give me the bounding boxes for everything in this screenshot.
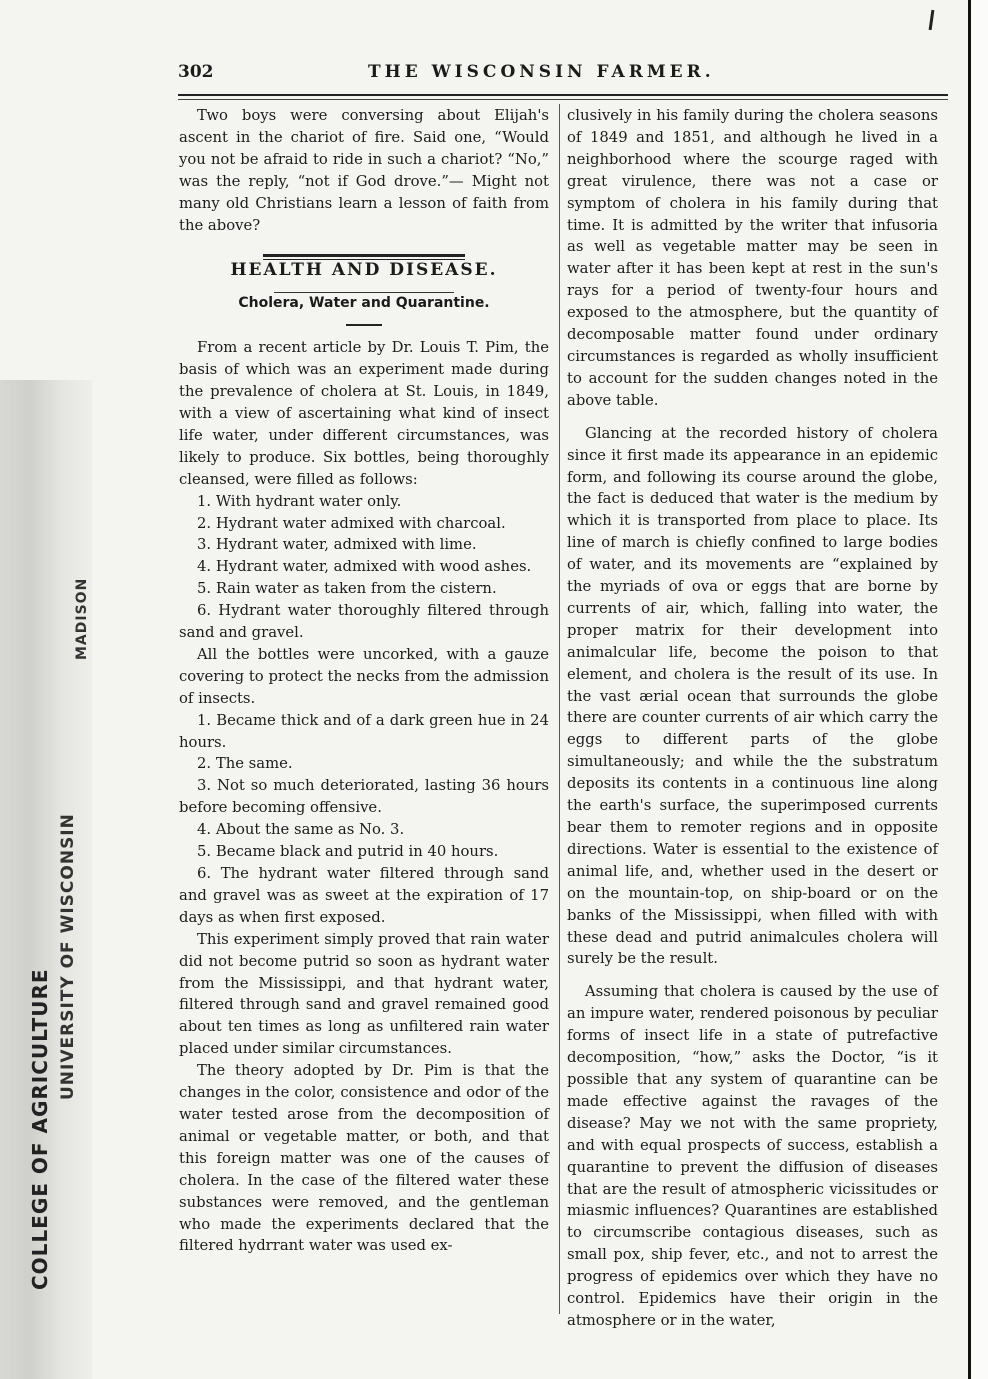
right-column — [567, 105, 938, 1332]
bottle-list — [179, 491, 549, 644]
library-stamp-university: UNIVERSITY OF WISCONSIN — [58, 813, 78, 1100]
list-item: 1. With hydrant water only. — [197, 492, 402, 510]
article-title: Cholera, Water and Quarantine. — [238, 295, 490, 312]
list-item: 4. Hydrant water, admixed with wood ashes. — [197, 558, 532, 576]
left-column — [179, 105, 549, 1257]
column-divider — [559, 104, 560, 1314]
section-rule — [263, 254, 465, 257]
article-paragraph: All the bottles were uncorked, with a gauze covering to protect the necks from the admission of insects. — [179, 645, 549, 707]
list-item: 2. Hydrant water admixed with charcoal. — [197, 514, 506, 532]
list-item: 6. Hydrant water thoroughly filtered through sand and gravel. — [179, 602, 549, 642]
page-header — [178, 62, 948, 86]
header-rule-thin — [178, 99, 948, 100]
list-item: 3. Not so much deteriorated, lasting 36 hours before becoming offensive. — [179, 777, 549, 817]
list-item: 6. The hydrant water filtered through sand and gravel was as sweet at the expiration of 17 days as when first exposed. — [179, 865, 549, 926]
library-stamp-madison: MADISON — [74, 577, 90, 660]
list-item: 5. Became black and putrid in 40 hours. — [197, 843, 499, 861]
article-paragraph: This experiment simply proved that rain water did not become putrid so soon as hydrant water from the Mississippi, and that hydrant water, filtered through sand and gravel remained good about ten times as long as unfiltered rain water placed under similar circumstances. — [179, 930, 549, 1058]
header-rule — [178, 94, 948, 96]
article-paragraph: clusively in his family during the cholera seasons of 1849 and 1851, and although he lived in a neighborhood where the scourge raged with great virulence, there was not a case or symptom of cholera in his family during that time. It is admitted by the writer that infusoria as well as vegetable matter may be seen in water after it has been kept at rest in the sun's rays for a period of twenty-four hours and exposed to the atmosphere, but the quantity of decomposable matter found under ordinary circumstances is regarded as wholly insufficient to account for the sudden changes noted in the above table. — [567, 107, 938, 409]
list-item: 3. Hydrant water, admixed with lime. — [197, 536, 477, 554]
page-edge — [968, 0, 988, 1379]
list-item: 2. The same. — [197, 755, 293, 773]
article-paragraph: Assuming that cholera is caused by the use of an impure water, rendered poisonous by peculiar forms of insect life in a state of putrefactive decomposition, “how,” asks the Doctor, “is it possible that any system of quarantine can be made effective against the ravages of the disease? May we not with the same propriety, and with equal prospects of success, establish a quarantine to prevent the diffusion of diseases that are the result of atmospheric vicissitudes or miasmic influences? Quarantines are established to circumscribe contagious diseases, such as small pox, ship fever, etc., and not to arrest the progress of epidemics over which they have no control. Epidemics have their origin in the atmosphere or in the water, — [567, 983, 938, 1329]
list-item: 4. About the same as No. 3. — [197, 821, 405, 839]
article-paragraph: Glancing at the recorded history of cholera since it first made its appearance in an epidemic form, and following its course around the globe, the fact is deduced that water is the medium by which it is transported from place to place. Its line of march is chiefly confined to large bodies of water, and its movements are “explained by the myriads of ova or eggs that are borne by currents of air, which, falling into water, the proper matrix for their development into animalcular life, become the poison to that element, and cholera is the result of its use. In the vast ærial ocean that surrounds the globe there are counter currents of air which carry the eggs to different parts of the globe simultaneously; and while the the substratum deposits its contents in a continuous line along the earth's surface, the superimposed currents bear them to remoter regions and in opposite directions. Water is essential to the existence of animal life, and, whether used in the desert or on the mountain-top, on ship-board or on the banks of the Mississippi, when filled with with these dead and putrid animalcules cholera will surely be the result. — [567, 424, 938, 968]
running-title: THE WISCONSIN FARMER. — [368, 62, 715, 82]
list-item: 5. Rain water as taken from the cistern. — [197, 580, 497, 598]
page-number: 302 — [178, 62, 214, 82]
article-paragraph: From a recent article by Dr. Louis T. Pim, the basis of which was an experiment made during the prevalence of cholera at St. Louis, in 1849, with a view of ascertaining what kind of insect life water, under different circumstances, was likely to produce. Six bottles, being thoroughly cleansed, were filled as follows: — [179, 339, 549, 488]
library-stamp-college: COLLEGE OF AGRICULTURE — [28, 968, 52, 1290]
section-title: HEALTH AND DISEASE. — [230, 260, 498, 281]
intro-paragraph: Two boys were conversing about Elijah's ascent in the chariot of fire. Said one, “Would you not be afraid to ride in such a chariot? “No,” was the reply, “not if God drove.”— Might not many old Christians learn a lesson of faith from the above? — [179, 107, 549, 234]
article-paragraph: The theory adopted by Dr. Pim is that the changes in the color, consistence and odor of the water tested arose from the decomposition of animal or vegetable matter, or both, and that this foreign matter was one of the causes of cholera. In the case of the filtered water these substances were removed, and the gentleman who made the experiments declared that the filtered hydrrant water was used ex- — [179, 1062, 549, 1255]
ink-mark — [929, 10, 935, 30]
list-item: 1. Became thick and of a dark green hue in 24 hours. — [179, 711, 549, 751]
results-list — [179, 710, 549, 929]
